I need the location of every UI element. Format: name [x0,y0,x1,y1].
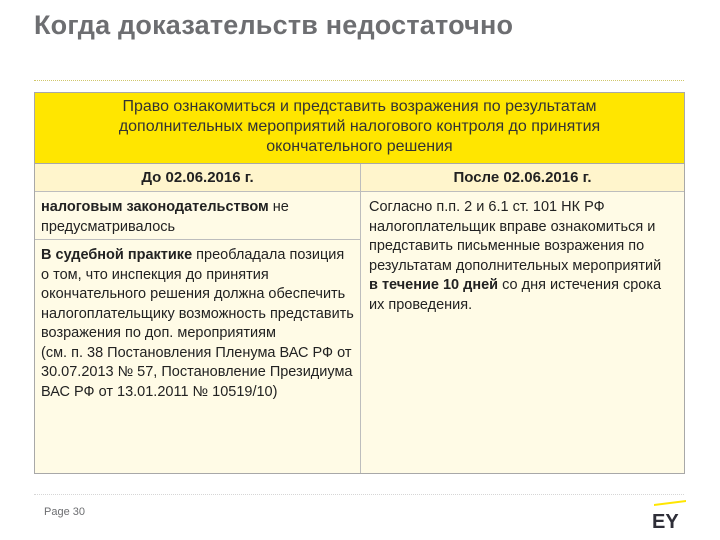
title-divider [34,80,684,81]
table-header-line-3: окончательного решения [266,138,453,155]
ey-logo [650,500,690,537]
table-header-line-2: дополнительных мероприятий налогового контроля до принятия [118,118,601,135]
before-cell-court-practice-text: преобладала позиция о том, что инспекция до принятия окончательного решения должна обеспечить налогоплательщику возможность представить возражения по доп. мероприятиям [41,247,354,341]
column-header-before: До 02.06.2016 г. [35,164,361,192]
after-cell-tax-code [361,192,684,473]
before-cell-legislation-bold: налоговым законодательством [41,199,269,215]
table-header [35,93,684,164]
before-cell-court-practice-reference: (см. п. 38 Постановления Пленума ВАС РФ от 30.07.2013 № 57, Постановление Президиума ВАС РФ от 13.01.2011 № 10519/10) [41,344,353,400]
table-header-line-1: Право ознакомиться и представить возражения по результатам [122,98,597,115]
after-cell-text-after: со дня истечения срока их проведения. [369,277,662,313]
slide-title: Когда доказательств недостаточно [34,10,514,40]
column-header-after: После 02.06.2016 г. [361,164,684,192]
ey-logo-graphic [650,500,690,532]
before-cell-court-practice [35,240,361,473]
svg-text:EY: EY [652,511,679,532]
comparison-table [34,92,685,474]
page-number: Page 30 [44,506,85,518]
before-cell-legislation-text: не предусматривалось [41,199,289,235]
after-cell-bold: в течение 10 дней [369,277,499,293]
after-cell-text-before: Согласно п.п. 2 и 6.1 ст. 101 НК РФ налогоплательщик вправе ознакомиться и представить письменные возражения по результатам дополнительных мероприятий [369,199,662,274]
footer-divider [34,494,684,495]
before-cell-legislation [35,192,361,240]
before-cell-court-practice-bold: В судебной практике [41,247,193,263]
